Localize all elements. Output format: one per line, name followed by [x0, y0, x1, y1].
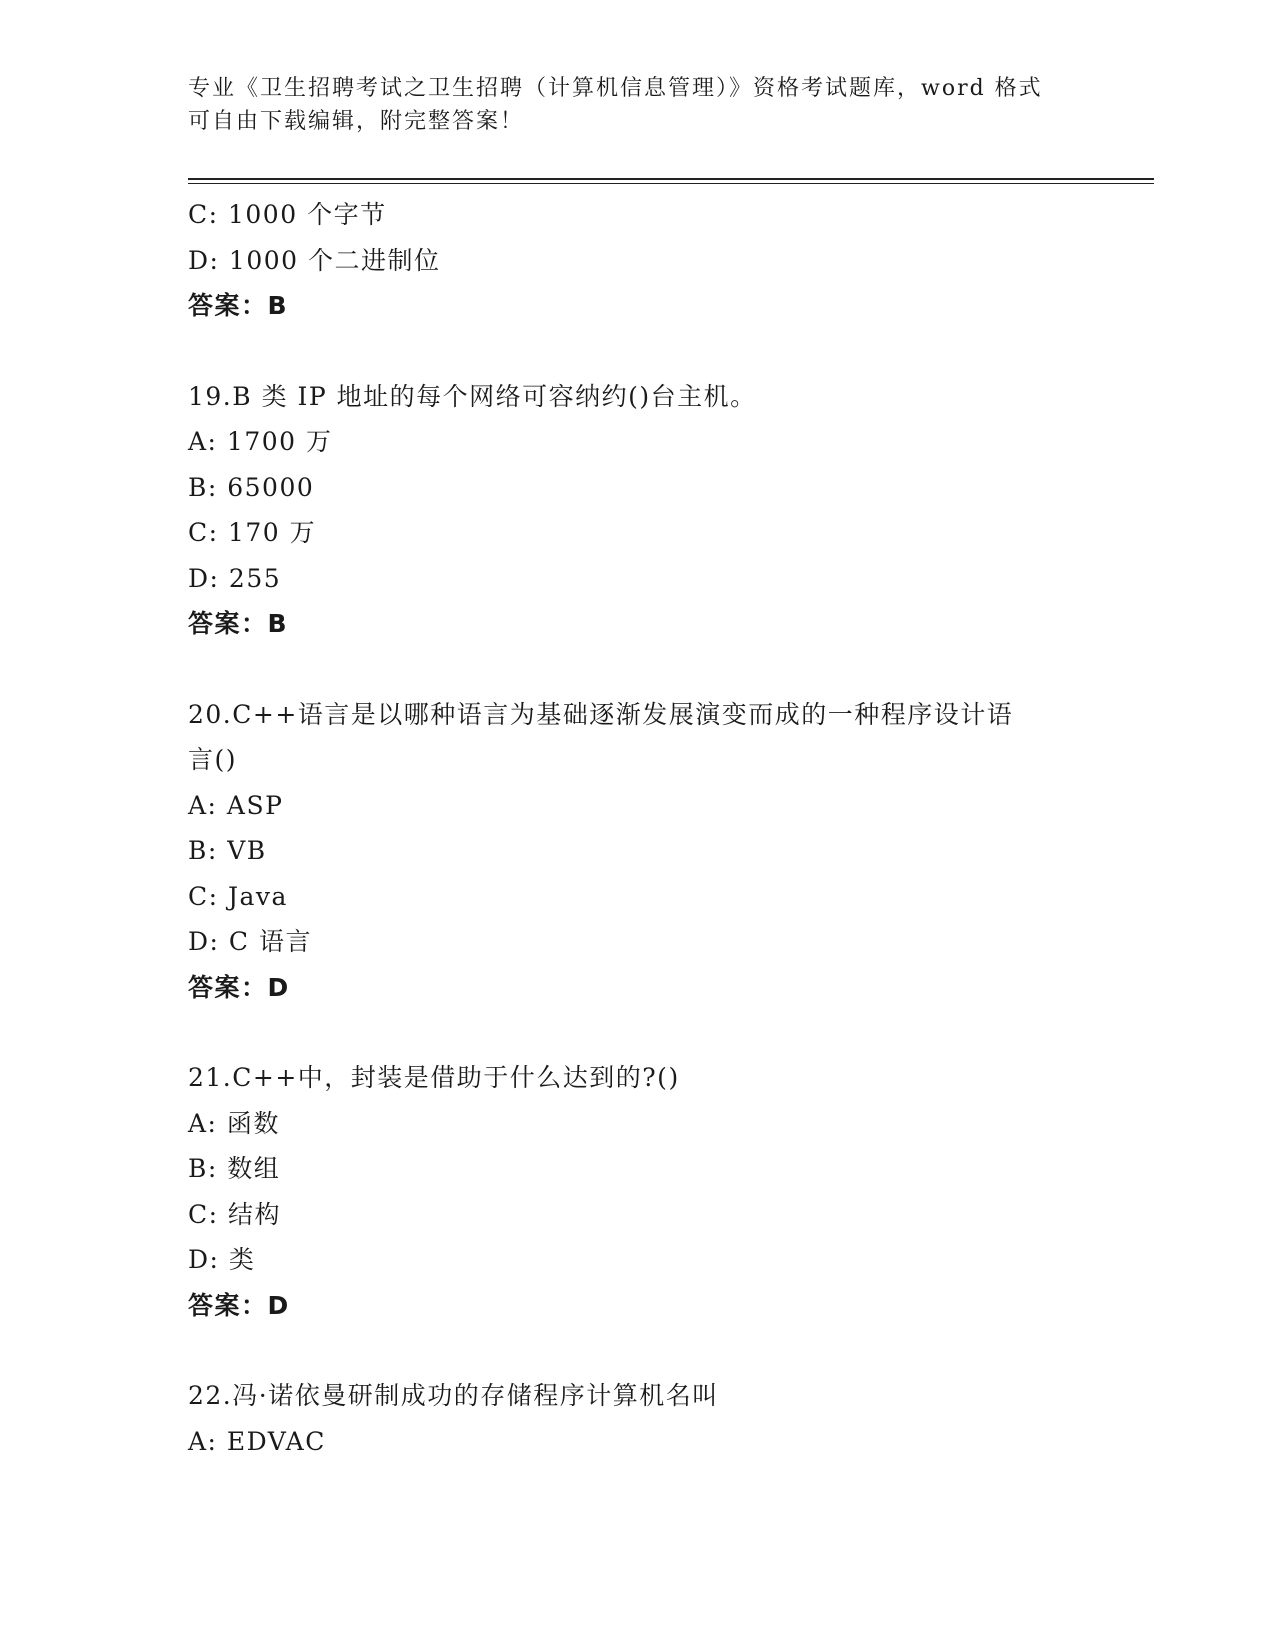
option-b: B: 数组 [188, 1154, 281, 1183]
answer-line: 答案：D [188, 972, 290, 1002]
question-18-continuation [188, 192, 1088, 329]
option-c: C: 170 万 [188, 518, 317, 547]
spacer [188, 329, 1088, 374]
question-stem-line-2: 言() [188, 745, 238, 774]
question-list [188, 192, 1088, 1464]
option-d: D: 1000 个二进制位 [188, 245, 441, 275]
option-c: C: 1000 个字节 [188, 200, 387, 229]
option-c: C: 结构 [188, 1199, 281, 1229]
question-stem: 19.B 类 IP 地址的每个网络可容纳约()台主机。 [188, 381, 757, 411]
option-c: C: Java [188, 881, 288, 911]
option-a: A: 1700 万 [188, 427, 333, 456]
option-d: D: 类 [188, 1245, 256, 1274]
spacer [188, 1328, 1088, 1373]
question-21 [188, 1055, 1088, 1328]
spacer [188, 647, 1088, 692]
answer-line: 答案：D [188, 1290, 290, 1320]
question-22 [188, 1373, 1088, 1464]
header-divider [188, 178, 1154, 184]
option-d: D: 255 [188, 563, 282, 593]
question-stem: 22.冯·诺依曼研制成功的存储程序计算机名叫 [188, 1381, 719, 1410]
option-a: A: ASP [188, 790, 284, 820]
option-b: B: VB [188, 836, 267, 865]
question-stem-line-1: 20.C++语言是以哪种语言为基础逐渐发展演变而成的一种程序设计语 [188, 699, 1014, 729]
answer-line: 答案：B [188, 609, 289, 638]
spacer [188, 1010, 1088, 1055]
document-header [188, 72, 1068, 138]
option-d: D: C 语言 [188, 927, 312, 956]
header-title-line-2: 可自由下载编辑，附完整答案！ [188, 109, 525, 134]
answer-line: 答案：B [188, 291, 289, 320]
option-a: A: 函数 [188, 1108, 280, 1138]
option-a: A: EDVAC [188, 1426, 326, 1456]
option-b: B: 65000 [188, 472, 315, 502]
question-stem: 21.C++中，封装是借助于什么达到的?() [188, 1063, 680, 1092]
question-20 [188, 692, 1088, 1011]
header-title-line-1: 专业《卫生招聘考试之卫生招聘（计算机信息管理）》资格考试题库，word 格式 [188, 76, 1043, 101]
question-19 [188, 374, 1088, 647]
